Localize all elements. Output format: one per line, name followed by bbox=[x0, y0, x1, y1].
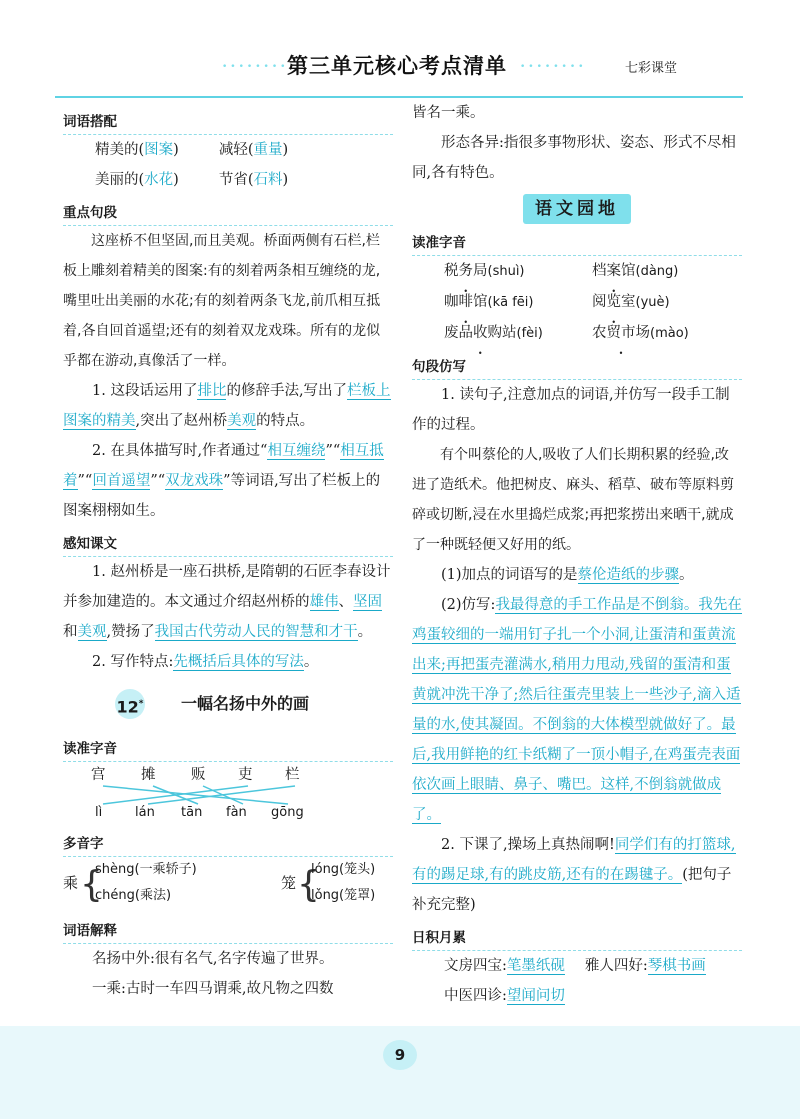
poly-char: 笼 bbox=[281, 874, 297, 892]
question-2: 2. 在具体描写时,作者通过“相互缠绕”“相互抵着”“回首遥望”“双龙戏珠”等词语,写出了栏板上的图案栩栩如生。 bbox=[63, 443, 384, 519]
answer: 我最得意的手工作品是不倒翁。我先在鸡蛋较细的一端用钉子扎一个小洞,让蛋清和蛋黄流出来;再把蛋壳灌满水,稍用力甩动,残留的蛋清和蛋黄就冲洗干净了;然后往蛋壳里装上一些沙子,滴入适量的水,使其凝固。不倒翁的大体模型就做好了。最后,我用鲜艳的红卡纸糊了一顶小帽子,在鸡蛋壳表面依次画上眼睛、鼻子、嘴巴。这样,不倒翁就做成了。 bbox=[412, 597, 742, 823]
task-1: 1. 读句子,注意加点的词语,并仿写一段手工制作的过程。 bbox=[412, 387, 730, 433]
definition: 形态各异:指很多事物形状、姿态、形式不尽相同,各有特色。 bbox=[412, 135, 736, 181]
definition: 名扬中外:很有名气,名字传遍了世界。 bbox=[92, 951, 334, 967]
definition: 一乘:古时一车四马谓乘,故凡物之四数 bbox=[92, 981, 334, 997]
pinyin: gōng bbox=[271, 805, 304, 820]
char: 摊 bbox=[141, 767, 156, 783]
answer: 石料 bbox=[253, 172, 283, 188]
accumulation: 文房四宝:笔墨纸砚 雅人四好:琴棋书画 中医四诊:望闻问切 bbox=[444, 958, 706, 1004]
question-1: 1. 这段话运用了排比的修辞手法,写出了栏板上图案的精美,突出了赵州桥美观的特点。 bbox=[63, 383, 391, 429]
answer: 相互缠绕 bbox=[267, 443, 326, 459]
answer: 重量 bbox=[253, 142, 283, 158]
answer: 望闻问切 bbox=[506, 988, 565, 1004]
answer: 双龙戏珠 bbox=[165, 473, 224, 489]
section-title: 多音字 bbox=[63, 832, 393, 857]
lesson-title: 一幅名扬中外的画 bbox=[181, 694, 310, 713]
lesson-number: 12* bbox=[115, 689, 145, 719]
answer: 相互抵着 bbox=[63, 443, 384, 489]
answer: 美观 bbox=[227, 413, 257, 429]
summary-2: 2. 写作特点:先概括后具体的写法。 bbox=[92, 654, 319, 670]
section-title: 句段仿写 bbox=[412, 355, 742, 380]
section-title: 重点句段 bbox=[63, 201, 393, 226]
pinyin: fàn bbox=[226, 805, 247, 820]
pronunciation-list: 税务局(shuì) 档案馆(dàng) 咖啡馆(kā fēi) 阅览室(yuè) 废品收购站 •(fèi) 农贸市场(mào) bbox=[412, 256, 742, 349]
page-header bbox=[0, 0, 800, 100]
section-title: 读准字音 bbox=[63, 737, 393, 762]
right-column bbox=[412, 98, 742, 1011]
brand-name: 七彩课堂 bbox=[625, 61, 678, 76]
left-column bbox=[63, 104, 393, 1004]
sub-question-2: (2)仿写:我最得意的手工作品是不倒翁。我先在鸡蛋较细的一端用钉子扎一个小洞,让蛋清和蛋黄流出来;再把蛋壳灌满水,稍用力甩动,残留的蛋清和蛋黄就冲洗干净了;然后往蛋壳里装上一些沙子,滴入适量的水,使其凝固。不倒翁的大体模型就做好了。最后,我用鲜艳的红卡纸糊了一顶小帽子,在鸡蛋壳表面依次画上眼睛、鼻子、嘴巴。这样,不倒翁就做成了。 bbox=[412, 597, 742, 823]
answer: 图案 bbox=[144, 142, 174, 158]
char: 栏 bbox=[285, 767, 300, 783]
answer: 同学们有的打篮球,有的踢足球,有的跳皮筋,还有的在踢毽子。 bbox=[412, 837, 736, 883]
answer: 栏板上图案的精美 bbox=[63, 383, 391, 429]
model-passage: 有个叫蔡伦的人,吸收了人们长期积累的经验,改进了造纸术。他把树皮、麻头、稻草、破布等原料剪碎或切断,浸在水里捣烂成浆;再把浆捞出来晒干,就成了一种既轻便又好用的纸。 bbox=[412, 447, 734, 553]
lesson-heading bbox=[63, 685, 393, 729]
answer: 笔墨纸砚 bbox=[506, 958, 565, 974]
section-title: 词语搭配 bbox=[63, 110, 393, 135]
section-banner: 语文园地 bbox=[412, 194, 742, 225]
answer: 先概括后具体的写法 bbox=[173, 654, 304, 670]
decor-dots-left: •••••••• bbox=[222, 62, 289, 72]
answer: 琴棋书画 bbox=[647, 958, 706, 974]
section-title: 词语解释 bbox=[63, 919, 393, 944]
answer: 雄伟 bbox=[309, 594, 339, 610]
brace-icon: { bbox=[297, 864, 320, 905]
word-pair-row: 精美的(图案) 减轻(重量) bbox=[95, 142, 289, 158]
task-2: 2. 下课了,操场上真热闹啊!同学们有的打篮球,有的踢足球,有的跳皮筋,还有的在踢毽子。(把句子补充完整) bbox=[412, 837, 736, 913]
answer: 我国古代劳动人民的智慧和才干 bbox=[154, 624, 358, 640]
pinyin: tān bbox=[181, 805, 203, 820]
answer: 蔡伦造纸的步骤 bbox=[577, 567, 680, 583]
page-number: 9 bbox=[383, 1040, 417, 1070]
section-title: 日积月累 bbox=[412, 926, 742, 951]
summary-1: 1. 赵州桥是一座石拱桥,是隋朝的石匠李春设计并参加建造的。本文通过介绍赵州桥的雄伟、坚固和美观,赞扬了我国古代劳动人民的智慧和才干。 bbox=[63, 564, 391, 640]
key-passage: 这座桥不但坚固,而且美观。桥面两侧有石栏,栏板上雕刻着精美的图案:有的刻着两条相互缠绕的龙,嘴里吐出美丽的水花;有的刻着两条飞龙,前爪相互抵着,各自回首遥望;还有的刻着双龙戏珠。所有的龙似乎都在游动,真像活了一样。 bbox=[63, 233, 381, 369]
page-title: 第三单元核心考点清单 bbox=[287, 54, 507, 78]
answer: 排比 bbox=[197, 383, 227, 399]
answer: 水花 bbox=[144, 172, 174, 188]
decor-dots-right: •••••••• bbox=[520, 62, 587, 72]
answer: 美观 bbox=[77, 624, 107, 640]
char: 宫 bbox=[91, 767, 106, 783]
answer: 坚固 bbox=[353, 594, 382, 610]
answer: 回首遥望 bbox=[92, 473, 151, 489]
word-pair-row: 美丽的(水花) 节省(石料) bbox=[95, 172, 289, 188]
pinyin: lán bbox=[135, 805, 155, 820]
char: 吏 bbox=[238, 767, 253, 783]
definition-cont: 皆名一乘。 bbox=[412, 105, 485, 121]
brace-icon: { bbox=[80, 864, 103, 905]
sub-question-1: (1)加点的词语写的是蔡伦造纸的步骤。 bbox=[441, 567, 694, 583]
pinyin: lì bbox=[95, 805, 103, 820]
poly-char: 乘 bbox=[63, 874, 79, 892]
section-title: 读准字音 bbox=[412, 231, 742, 256]
polyphonic-chars: 乘 { shèng(一乘轿子) chéng(乘法) 笼 { lóng(笼头) lǒng(笼罩) bbox=[63, 857, 393, 913]
char-pinyin-matching bbox=[63, 762, 393, 826]
section-title: 感知课文 bbox=[63, 532, 393, 557]
char: 贩 bbox=[191, 767, 206, 783]
